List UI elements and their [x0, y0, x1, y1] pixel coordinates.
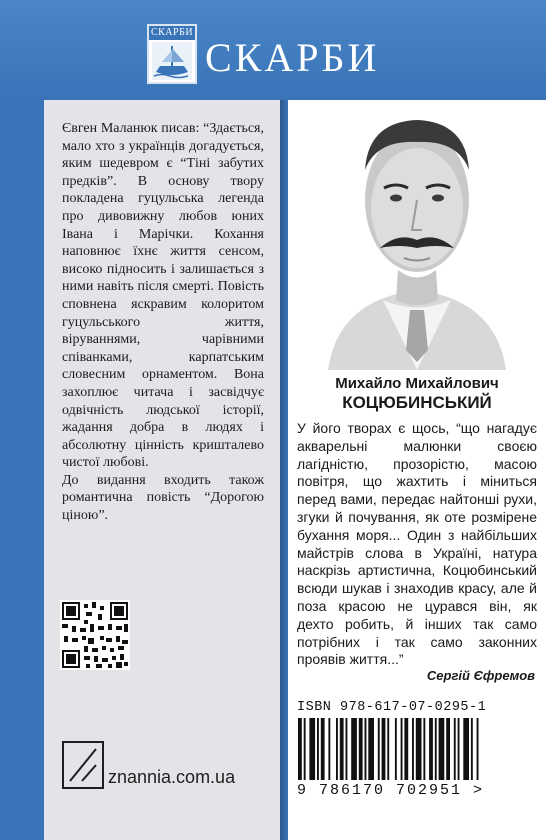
author-first-names: Михайло Михайлович	[335, 375, 499, 392]
critic-name: Сергій Єфремов	[426, 668, 535, 683]
barcode-bar	[298, 718, 302, 780]
barcode-bar	[351, 718, 357, 780]
barcode-bar	[346, 718, 348, 780]
barcode-bar	[378, 718, 380, 780]
barcode-bar	[423, 718, 425, 780]
publisher-url: znannia.com.ua	[108, 767, 236, 787]
barcode-bar	[446, 718, 450, 780]
barcode-bar	[336, 718, 338, 780]
barcode-bar	[340, 718, 344, 780]
series-logo-label: СКАРБИ	[150, 27, 194, 38]
barcode-bar	[471, 718, 473, 780]
barcode-bar	[439, 718, 445, 780]
isbn-barcode	[298, 718, 530, 780]
blurb-paragraph: Євген Маланюк писав: “Здається, мало хто з українців догадується, яким шедевром є “Тіні забутих предків”. В основу твору покладена гуцульська легенда про дивовижну любов юних Івана і Марічки. Кохання наповнює їхнє життя сенсом, високо підносить і залишається з ними навіть після смерті. Повість сповнена яскравим колоритом гуцульського життя, віруваннями, чарівними співанками, карпатським словесним орнаментом. Вона захоплює читача і засвідчує одвічність людської історії, жадання добра в людях і абсолютну цінність кришталево чистої любові.	[62, 121, 264, 471]
book-blurb	[62, 120, 264, 525]
panel-shadow	[280, 100, 288, 840]
isbn-label: ISBN 978-617-07-0295-1	[297, 700, 487, 715]
barcode-bar	[321, 718, 325, 780]
series-logo	[147, 24, 197, 84]
barcode-bar	[365, 718, 367, 780]
barcode-bar	[435, 718, 437, 780]
barcode-bar	[463, 718, 469, 780]
barcode-bar	[477, 718, 479, 780]
author-last-name: КОЦЮБИНСЬКИЙ	[342, 393, 492, 412]
barcode-bar	[412, 718, 414, 780]
barcode-bar	[368, 718, 374, 780]
barcode-bar	[382, 718, 386, 780]
blurb-paragraph: До видання входить також романтична повість “Дорогою ціною”.	[62, 472, 264, 524]
barcode-digits: 9 786170 702951 >	[297, 782, 485, 799]
barcode-bar	[359, 718, 363, 780]
barcode-bar	[454, 718, 456, 780]
barcode-bar	[387, 718, 389, 780]
barcode-bar	[458, 718, 460, 780]
series-title: СКАРБИ	[205, 35, 380, 80]
qr-code	[60, 600, 130, 670]
critic-quote: У його творах є щось, “що нагадує акварельні малюнки своєю лагідністю, прозорістю, масою повітря, що жахтить і міниться перед вами, передає найтонші рухи, згуки й почування, як оте розмірене бухання моря... Один з найбільших майстрів слова в Україні, натура наскрізь артистична, Коцюбинський всюди шукав і знаходив красу, але й поза красою не цурався він, як дехто робить, й інших так само потрібних і так само законних проявів життя...”	[297, 420, 537, 668]
barcode-bar	[401, 718, 403, 780]
barcode-bar	[328, 718, 330, 780]
barcode-bar	[416, 718, 422, 780]
barcode-bar	[309, 718, 315, 780]
barcode-bar	[317, 718, 319, 780]
author-portrait	[288, 100, 546, 370]
barcode-bar	[304, 718, 306, 780]
ship-icon	[152, 42, 192, 80]
barcode-bar	[404, 718, 408, 780]
barcode-bar	[395, 718, 397, 780]
publisher-logo	[62, 741, 104, 789]
barcode-bar	[429, 718, 433, 780]
